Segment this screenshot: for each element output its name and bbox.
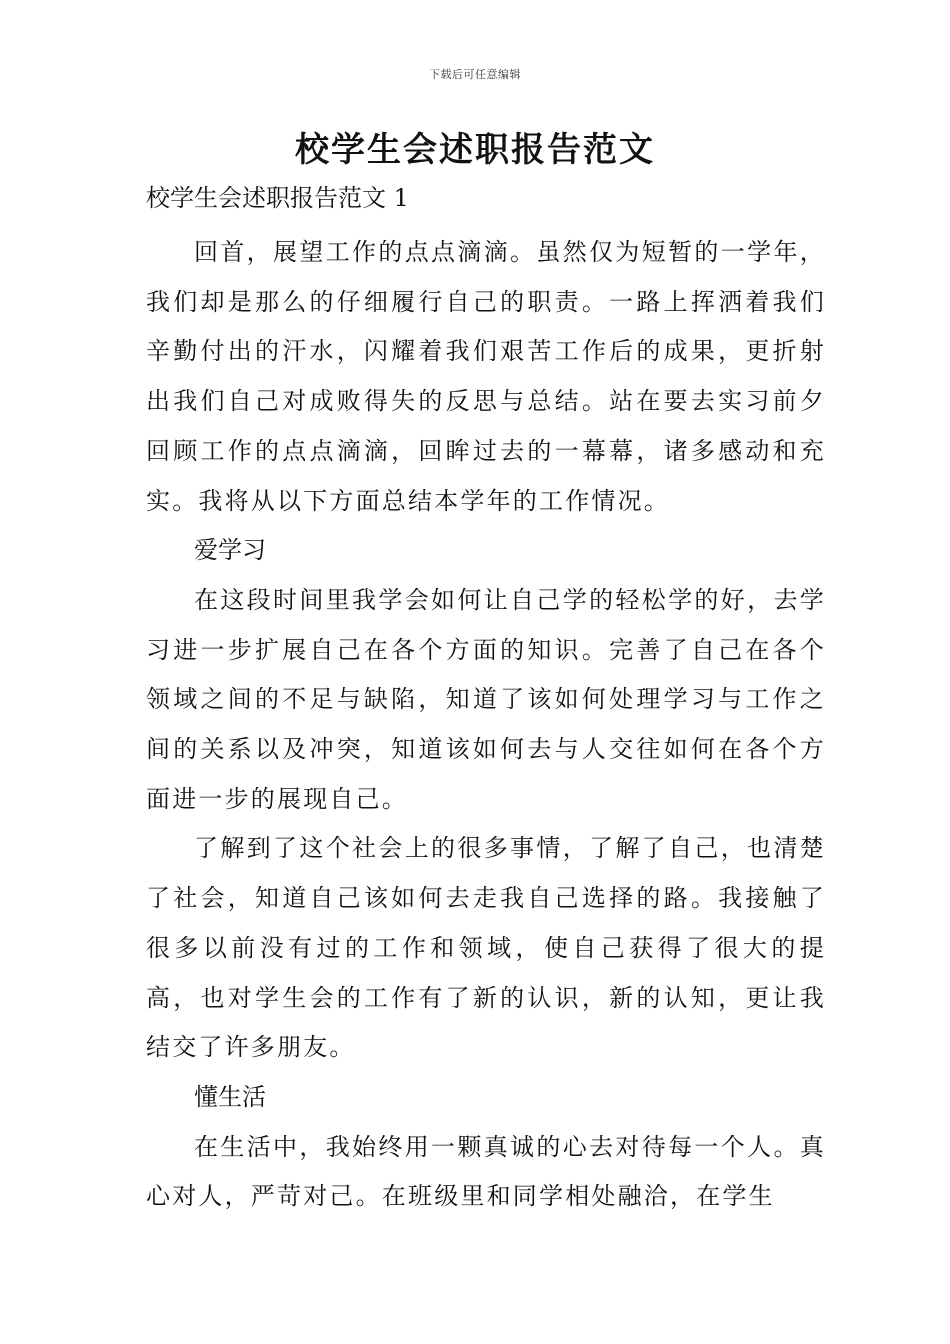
document-title: 校学生会述职报告范文 (295, 130, 655, 170)
paragraph-study-1: 在这段时间里我学会如何让自己学的轻松学的好，去学习进一步扩展自己在各个方面的知识。完善了自己在各个领域之间的不足与缺陷，知道了该如何处理学习与工作之间的关系以及冲突，知道该如何去与人交往如何在各个方面进一步的展现自己。 (146, 585, 826, 813)
header-note: 下载后可任意编辑 (429, 68, 521, 81)
paragraph-study-2: 了解到了这个社会上的很多事情，了解了自己，也清楚了社会，知道自己该如何去走我自己选择的路。我接触了很多以前没有过的工作和领域，使自己获得了很大的提高，也对学生会的工作有了新的认识，新的认知，更让我结交了许多朋友。 (146, 834, 826, 1062)
document-body (146, 228, 826, 1222)
section-heading-life: 懂生活 (194, 1082, 266, 1111)
document-subtitle: 校学生会述职报告范文 1 (146, 184, 409, 212)
section-heading-study: 爱学习 (194, 536, 266, 565)
paragraph-life-1: 在生活中，我始终用一颗真诚的心去对待每一个人。真心对人，严苛对己。在班级里和同学相处融洽，在学生 (146, 1132, 826, 1211)
paragraph-intro: 回首，展望工作的点点滴滴。虽然仅为短暂的一学年，我们却是那么的仔细履行自己的职责。一路上挥洒着我们辛勤付出的汗水，闪耀着我们艰苦工作后的成果，更折射出我们自己对成败得失的反思与总结。站在要去实习前夕回顾工作的点点滴滴，回眸过去的一幕幕，诸多感动和充实。我将从以下方面总结本学年的工作情况。 (146, 238, 826, 515)
